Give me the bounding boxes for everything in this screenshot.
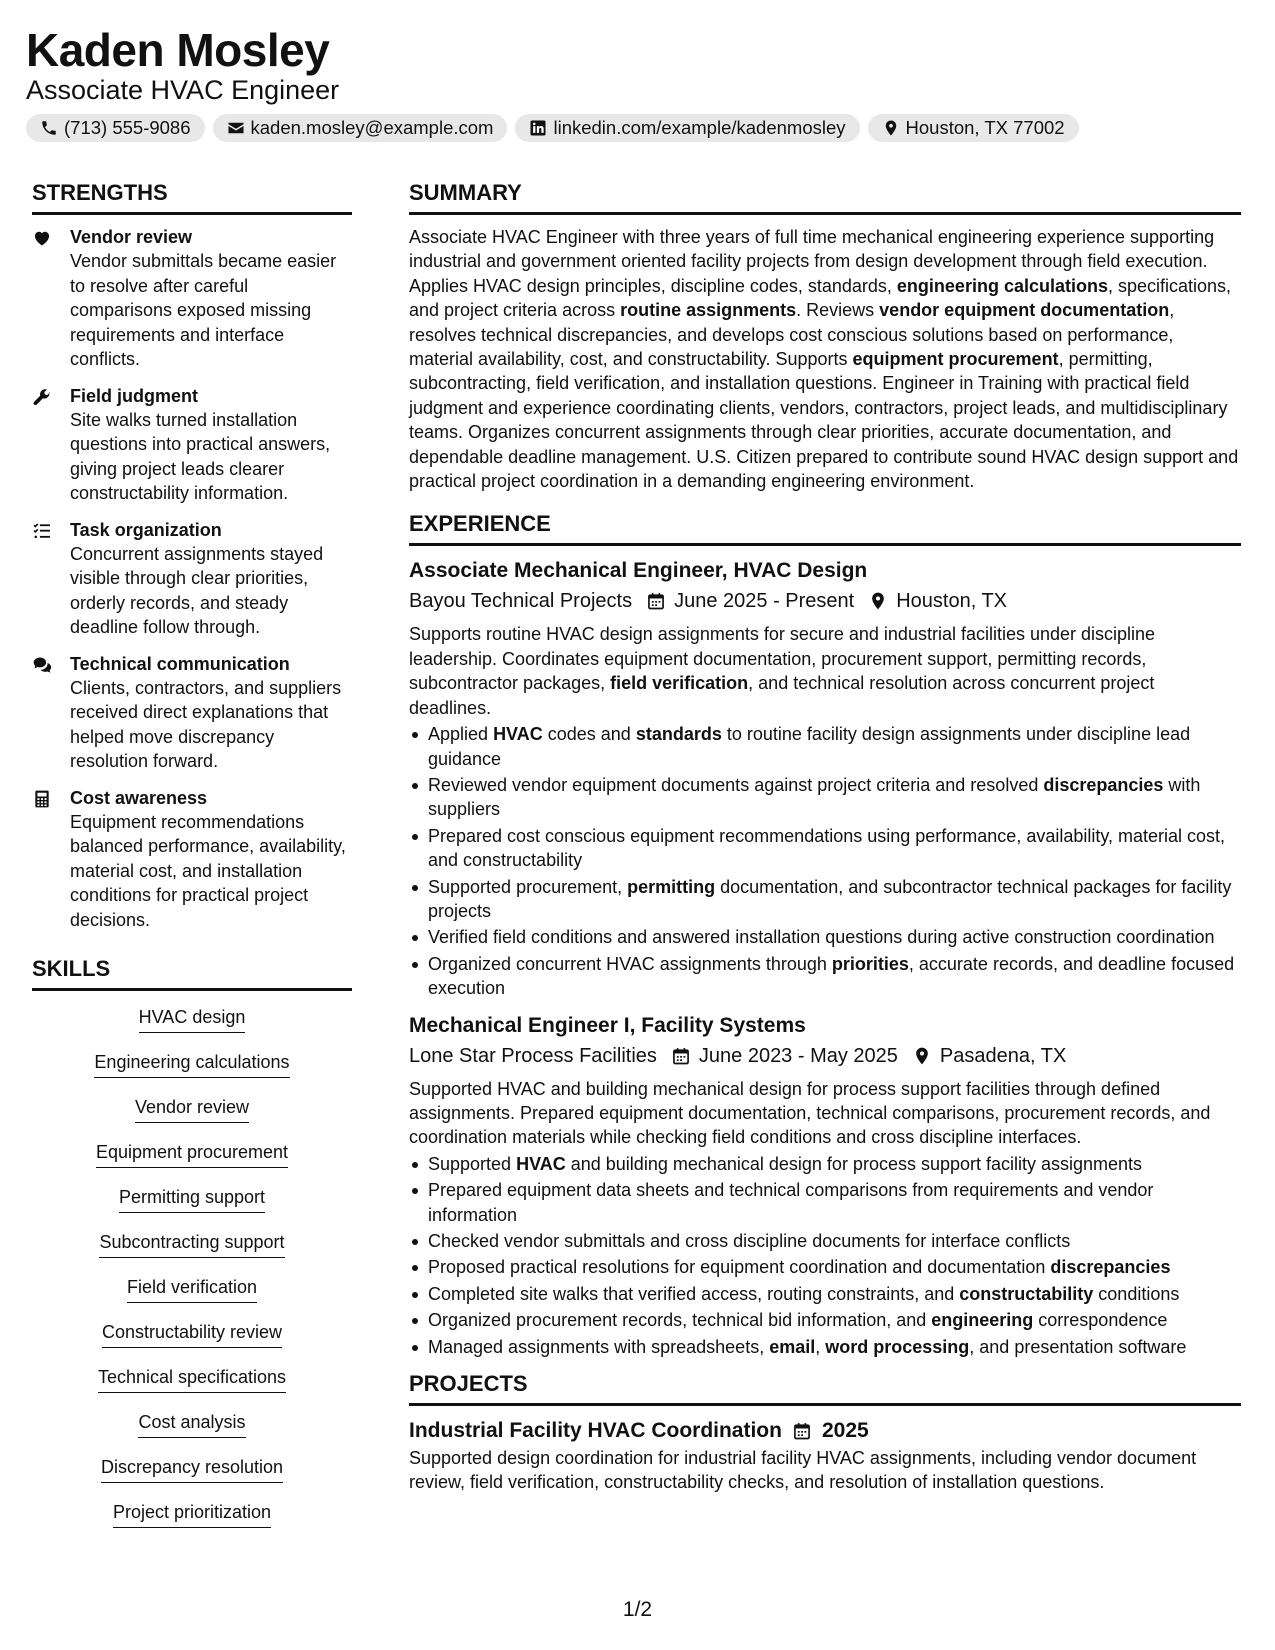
- strength-item: [32, 518, 352, 640]
- job-meta: [409, 1041, 1241, 1071]
- calendar-icon: [792, 1421, 812, 1441]
- bullet-item: Checked vendor submittals and cross discipline documents for interface conflicts: [409, 1229, 1241, 1253]
- strength-item: [32, 786, 352, 933]
- strength-item: [32, 384, 352, 506]
- skill-item: Subcontracting support: [99, 1230, 284, 1258]
- bold-keyword: field verification: [610, 673, 749, 694]
- job-description: Supported HVAC and building mechanical design for process support facilities through defined assignments. Prepared equipment documentation, technical comparisons, procurement records, and coordination materials while checking field conditions and cross discipline interfaces.: [409, 1078, 1211, 1148]
- bold-keyword: engineering calculations: [896, 275, 1108, 296]
- contact-linkedin[interactable]: [515, 114, 859, 142]
- comments-icon: [32, 655, 52, 675]
- skill-item: Equipment procurement: [96, 1140, 288, 1168]
- job-description: Supports routine HVAC design assignments for secure and industrial facilities under discipline leadership. Coordinates equipment documentation, procurement support, permitting records, subcontractor packages, field verification, and technical resolution across concurrent project deadlines.: [409, 624, 1156, 718]
- summary-text: Associate HVAC Engineer with three years of full time mechanical engineering experience supporting industrial and government oriented facility projects from design development through field execution. Applies HVAC design principles, discipline codes, standards, engineering calculations, specifications, and project criteria across routine assignments. Reviews vendor equipment documentation, resolves technical discrepancies, and develops cost conscious solutions based on performance, material availability, cost, and constructability. Supports equipment procurement, permitting, subcontracting, field verification, and installation questions. Engineer in Training with practical field judgment and experience coordinating clients, vendors, contractors, project leads, and multidisciplinary teams. Organizes concurrent assignments through clear priorities, accurate documentation, and dependable deadline management. U.S. Citizen prepared to contribute sound HVAC design support and practical project coordination in a demanding engineering environment.: [409, 227, 1239, 492]
- experience-heading: EXPERIENCE: [409, 509, 1241, 546]
- job-dates: June 2025 - Present: [674, 590, 855, 613]
- strength-item: [32, 652, 352, 774]
- left-column: [32, 178, 352, 1545]
- strength-desc: Clients, contractors, and suppliers received direct explanations that helped move discrepancy resolution forward.: [70, 677, 342, 771]
- heart-icon: [32, 228, 52, 248]
- skill-item: Permitting support: [119, 1185, 265, 1213]
- bold-keyword: equipment procurement: [852, 349, 1059, 370]
- page-number: 1/2: [622, 1598, 653, 1621]
- bold-keyword: constructability: [959, 1283, 1094, 1304]
- bold-keyword: discrepancies: [1043, 774, 1164, 795]
- calculator-icon: [32, 789, 52, 809]
- bold-keyword: discrepancies: [1050, 1257, 1171, 1278]
- projects-heading: PROJECTS: [409, 1369, 1241, 1406]
- job-bullets: [409, 722, 1241, 1000]
- bold-keyword: HVAC: [516, 1153, 566, 1174]
- strength-title: Vendor review: [70, 227, 193, 247]
- summary-heading: SUMMARY: [409, 178, 1241, 215]
- bullet-item: Reviewed vendor equipment documents against project criteria and resolved discrepancies with suppliers: [409, 773, 1241, 822]
- skill-item: Constructability review: [102, 1320, 282, 1348]
- job-location: Pasadena, TX: [939, 1044, 1067, 1067]
- job-company: Lone Star Process Facilities: [409, 1044, 657, 1067]
- job-dates: June 2023 - May 2025: [698, 1044, 898, 1067]
- wrench-icon: [32, 387, 52, 407]
- bullet-item: Prepared cost conscious equipment recommendations using performance, availability, material cost, and constructability: [409, 824, 1241, 873]
- strength-title: Cost awareness: [70, 787, 208, 808]
- linkedin-text: linkedin.com/example/kadenmosley: [553, 117, 846, 138]
- project-year: 2025: [821, 1419, 869, 1443]
- job-title: Mechanical Engineer I, Facility Systems: [409, 1013, 806, 1037]
- contact-bar: [26, 114, 1079, 142]
- skill-item: HVAC design: [139, 1005, 246, 1033]
- job-title: Associate Mechanical Engineer, HVAC Design: [409, 559, 868, 583]
- map-pin-icon: [868, 591, 888, 611]
- map-pin-icon: [912, 1046, 932, 1066]
- linkedin-icon: [529, 119, 547, 137]
- bold-keyword: vendor equipment documentation: [879, 300, 1170, 321]
- bold-keyword: email: [769, 1336, 816, 1357]
- envelope-icon: [227, 119, 245, 137]
- strength-title: Task organization: [70, 519, 222, 540]
- strength-title: Field judgment: [70, 385, 198, 406]
- skills-section: [32, 954, 352, 1545]
- map-pin-icon: [882, 119, 900, 137]
- job-meta: [409, 586, 1241, 616]
- contact-location: [868, 114, 1079, 142]
- strength-desc: Vendor submittals became easier to resolve after careful comparisons exposed missing requirements and interface conflicts.: [70, 251, 337, 369]
- strength-title: Technical communication: [70, 653, 290, 674]
- skill-item: Vendor review: [135, 1095, 249, 1123]
- strengths-heading: STRENGTHS: [32, 178, 352, 215]
- bold-keyword: HVAC: [493, 724, 543, 745]
- task-list-icon: [32, 521, 52, 541]
- bullet-item: Organized procurement records, technical bid information, and engineering correspondence: [409, 1308, 1241, 1332]
- strength-desc: Equipment recommendations balanced performance, availability, material cost, and installation conditions for practical project decisions.: [70, 811, 346, 930]
- bold-keyword: word processing: [825, 1336, 970, 1357]
- job-location: Houston, TX: [896, 590, 1008, 613]
- project-title: Industrial Facility HVAC Coordination: [409, 1419, 782, 1443]
- skill-item: Technical specifications: [98, 1365, 286, 1393]
- bullet-item: Applied HVAC codes and standards to routine facility design assignments under discipline lead guidance: [409, 722, 1241, 771]
- skill-item: Field verification: [127, 1275, 257, 1303]
- calendar-icon: [646, 591, 666, 611]
- candidate-title: Associate HVAC Engineer: [26, 75, 340, 105]
- candidate-name: Kaden Mosley: [26, 24, 330, 76]
- skill-item: Cost analysis: [138, 1410, 245, 1438]
- bullet-item: Managed assignments with spreadsheets, email, word processing, and presentation software: [409, 1335, 1241, 1359]
- job-company: Bayou Technical Projects: [409, 590, 633, 613]
- project-header: [409, 1416, 1241, 1446]
- location-text: Houston, TX 77002: [905, 117, 1065, 138]
- contact-phone[interactable]: [26, 114, 205, 142]
- strength-desc: Concurrent assignments stayed visible through clear priorities, orderly records, and steady deadline follow through.: [70, 543, 324, 637]
- contact-email[interactable]: [213, 114, 508, 142]
- phone-icon: [40, 119, 58, 137]
- bullet-item: Supported procurement, permitting documentation, and subcontractor technical packages for facility projects: [409, 875, 1241, 924]
- bullet-item: Verified field conditions and answered installation questions during active construction coordination: [409, 925, 1241, 949]
- bullet-item: Prepared equipment data sheets and technical comparisons from requirements and vendor information: [409, 1178, 1241, 1227]
- bullet-item: Proposed practical resolutions for equipment coordination and documentation discrepancies: [409, 1255, 1241, 1279]
- bold-keyword: routine assignments: [620, 300, 797, 321]
- job-entry: [409, 556, 1241, 1000]
- bullet-item: Organized concurrent HVAC assignments through priorities, accurate records, and deadline focused execution: [409, 952, 1241, 1001]
- right-column: [409, 178, 1241, 1495]
- skill-item: Discrepancy resolution: [101, 1455, 283, 1483]
- skills-heading: SKILLS: [32, 954, 352, 991]
- bold-keyword: priorities: [831, 953, 909, 974]
- project-description: Supported design coordination for industrial facility HVAC assignments, including vendor document review, field verification, constructability checks, and resolution of installation questions.: [409, 1448, 1197, 1493]
- skill-list: [32, 1001, 352, 1545]
- job-bullets: [409, 1152, 1241, 1359]
- phone-text: (713) 555-9086: [64, 117, 191, 138]
- bold-keyword: standards: [635, 724, 722, 745]
- skill-item: Project prioritization: [113, 1500, 271, 1528]
- job-entry: [409, 1011, 1241, 1359]
- strength-desc: Site walks turned installation questions into practical answers, giving project leads clearer constructability information.: [70, 409, 331, 503]
- calendar-icon: [671, 1046, 691, 1066]
- project-entry: [409, 1416, 1241, 1495]
- bold-keyword: permitting: [627, 876, 716, 897]
- bullet-item: Supported HVAC and building mechanical design for process support facility assignments: [409, 1152, 1241, 1176]
- bullet-item: Completed site walks that verified access, routing constraints, and constructability conditions: [409, 1282, 1241, 1306]
- email-text: kaden.mosley@example.com: [250, 117, 494, 138]
- skill-item: Engineering calculations: [94, 1050, 289, 1078]
- strength-item: [32, 225, 352, 372]
- bold-keyword: engineering: [931, 1310, 1034, 1331]
